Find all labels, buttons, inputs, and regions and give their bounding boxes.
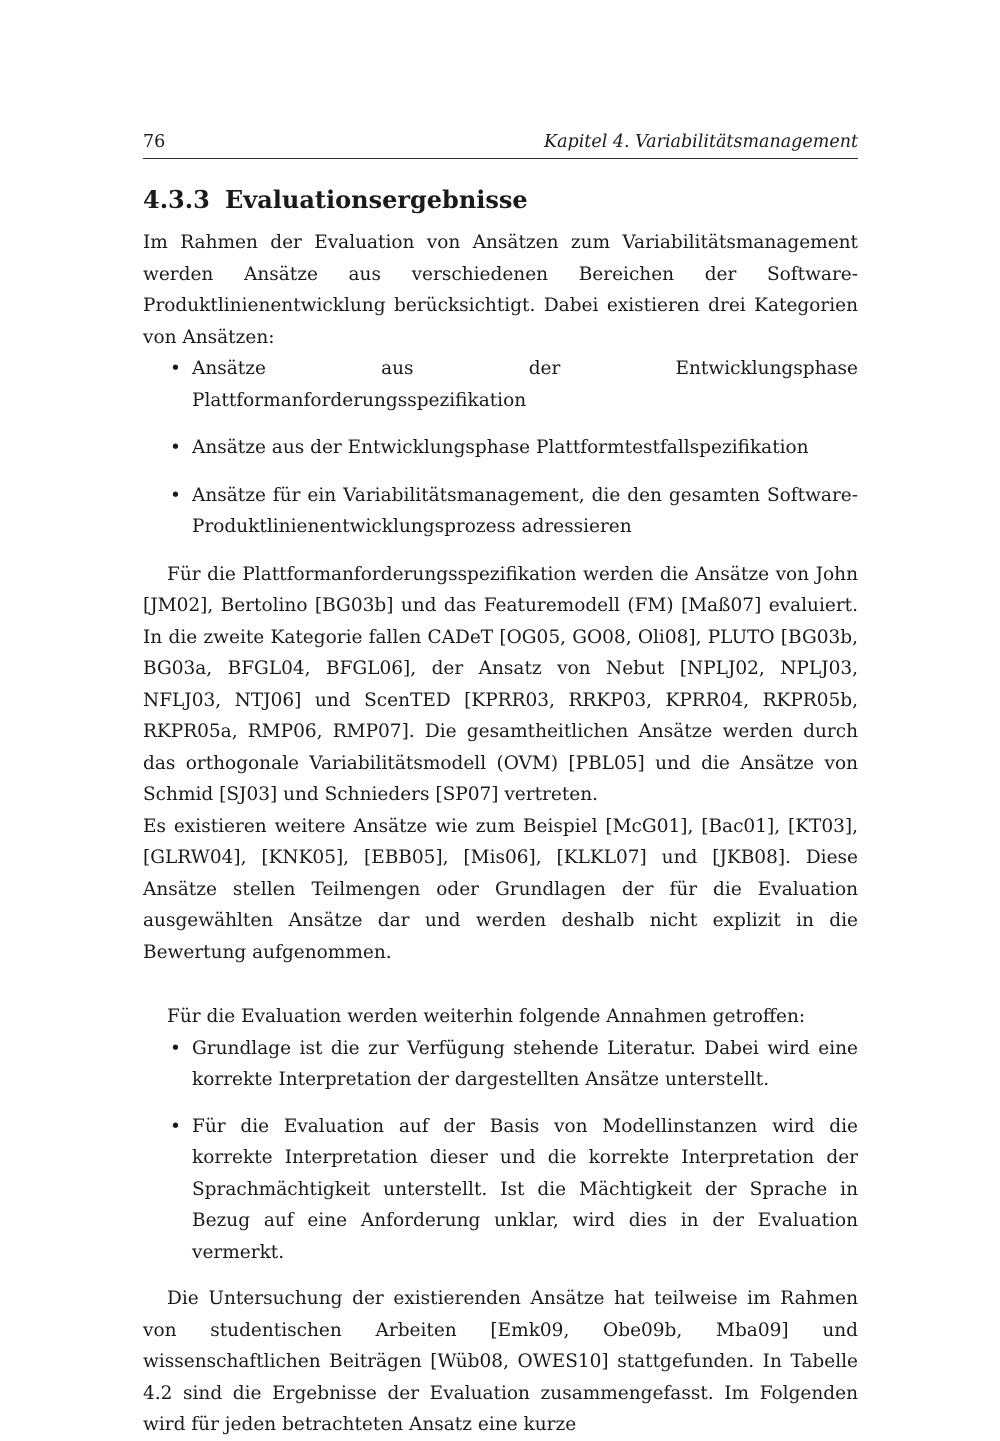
list-item [143,353,858,416]
running-header [143,132,858,159]
list-item-text: Grundlage ist die zur Verfügung stehende Literatur. Dabei wird eine korrekte Interpretation der dargestellten Ansätze unterstellt. [192,1037,858,1090]
page-content [143,132,858,1441]
page-number: 76 [143,132,166,152]
category-list [143,353,858,543]
list-item [143,1111,858,1269]
list-item-text: Ansätze aus der Entwicklungsphase Plattformanforderungsspezifikation [192,358,858,411]
bullet-icon: • [170,1037,181,1059]
chapter-title: Kapitel 4. Variabilitätsmanagement [544,132,858,152]
bullet-icon: • [170,358,181,379]
list-item-text: Ansätze für ein Variabilitätsmanagement, die den gesamten Software-Produktlinienentwicklungsprozess adressieren [192,484,858,537]
section-number: 4.3.3 [143,185,210,214]
list-item [143,1033,858,1096]
list-item-text: Ansätze aus der Entwicklungsphase Plattformtestfallspezifikation [192,437,809,458]
section-title: Evaluationsergebnisse [225,185,528,214]
bullet-icon: • [170,484,181,506]
list-item-text: Für die Evaluation auf der Basis von Modellinstanzen wird die korrekte Interpretation dieser und die korrekte Interpretation der Sprachmächtigkeit unterstellt. Ist die Mächtigkeit der Sprache in Bezug auf eine Anforderung unklar, wird dies in der Evaluation vermerkt. [192,1115,858,1263]
investigation-paragraph: Die Untersuchung der existierenden Ansätze hat teilweise im Rahmen von studentischen Arbeiten [Emk09, Obe09b, Mba09] und wissenschaftlichen Beiträgen [Wüb08, OWES10] stattgefunden. In Tabelle 4.2 sind die Ergebnisse der Evaluation zusammengefasst. Im Folgenden wird für jeden betrachteten Ansatz eine kurze [143,1288,858,1435]
further-approaches-paragraph: Es existieren weitere Ansätze wie zum Beispiel [McG01], [Bac01], [KT03], [GLRW04], [KNK05], [EBB05], [Mis06], [KLKL07] und [JKB08]. Diese Ansätze stellen Teilmengen oder Grundlagen der für die Evaluation ausgewählten Ansätze dar und werden deshalb nicht explizit in die Bewertung aufgenommen. [143,815,858,963]
section-heading [143,181,858,219]
assumptions-intro: Für die Evaluation werden weiterhin folgende Annahmen getroffen: [167,1006,806,1027]
bullet-icon: • [170,1115,181,1137]
intro-paragraph: Im Rahmen der Evaluation von Ansätzen zum Variabilitätsmanagement werden Ansätze aus verschiedenen Bereichen der Software-Produktlinienentwicklung berücksichtigt. Dabei existieren drei Kategorien von Ansätzen: [143,232,858,348]
bullet-icon: • [170,437,181,458]
assumption-list [143,1033,858,1269]
approaches-paragraph: Für die Plattformanforderungsspezifikation werden die Ansätze von John [JM02], Bertolino [BG03b] und das Featuremodell (FM) [Maß07] evaluiert. In die zweite Kategorie fallen CADeT [OG05, GO08, Oli08], PLUTO [BG03b, BG03a, BFGL04, BFGL06], der Ansatz von Nebut [NPLJ02, NPLJ03, NFLJ03, NTJ06] und ScenTED [KPRR03, RRKP03, KPRR04, RKPR05b, RKPR05a, RMP06, RMP07]. Die gesamtheitlichen Ansätze werden durch das orthogonale Variabilitätsmodell (OVM) [PBL05] und die Ansätze von Schmid [SJ03] und Schnieders [SP07] vertreten. [143,563,858,805]
list-item [143,432,858,464]
list-item [143,480,858,543]
